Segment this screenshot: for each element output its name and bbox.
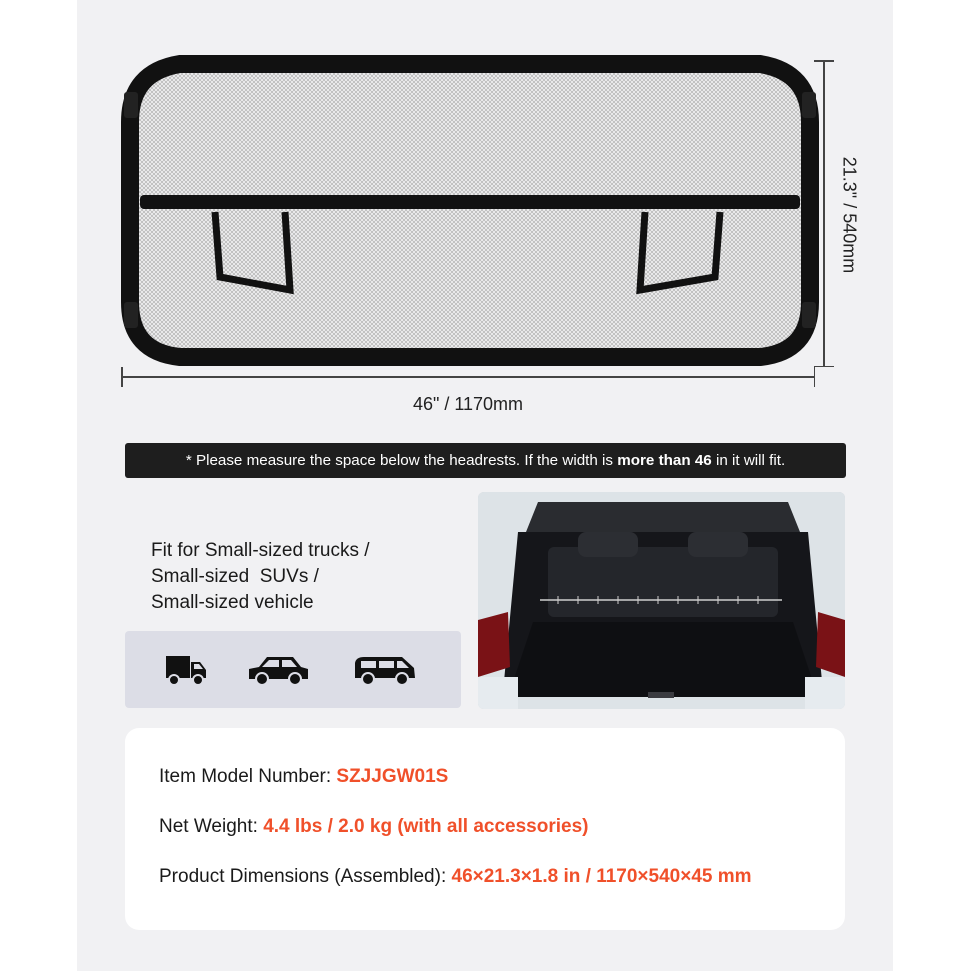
fit-description: [151, 538, 370, 616]
width-dimension-label: 46" / 1170mm: [412, 394, 524, 414]
fit-line: Small-sized SUVs /: [151, 566, 319, 587]
fit-line: Fit for Small-sized trucks /: [151, 540, 370, 561]
cargo-net-image: [120, 52, 820, 372]
width-dimension-line: [121, 367, 815, 387]
notice-prefix: * Please measure the space below the headrests. If the width is: [185, 452, 618, 469]
truck-icon: [165, 653, 207, 687]
spec-value: 46×21.3×1.8 in / 1170×540×45 mm: [451, 866, 752, 887]
spec-label: Product Dimensions (Assembled):: [159, 866, 452, 887]
fit-line: Small-sized vehicle: [151, 592, 314, 613]
van-icon: [352, 653, 418, 687]
height-dimension-line: [814, 60, 834, 367]
spec-value: 4.4 lbs / 2.0 kg (with all accessories): [263, 816, 589, 837]
spec-weight-row: [159, 816, 588, 838]
car-trunk-photo: [478, 492, 845, 709]
vehicle-icons-bar: [125, 631, 461, 708]
suv-icon: [245, 653, 311, 687]
spec-card: [125, 728, 845, 930]
spec-label: Item Model Number:: [159, 766, 337, 787]
height-dimension-label: 21.3" / 540mm: [839, 156, 860, 274]
notice-suffix: in it will fit.: [711, 452, 786, 469]
spec-label: Net Weight:: [159, 816, 264, 837]
notice-emphasis: more than 46: [617, 452, 712, 469]
spec-dimensions-row: [159, 866, 752, 888]
spec-value: SZJJGW01S: [336, 766, 449, 787]
measure-notice-banner: [125, 443, 846, 478]
spec-model-row: [159, 766, 448, 788]
